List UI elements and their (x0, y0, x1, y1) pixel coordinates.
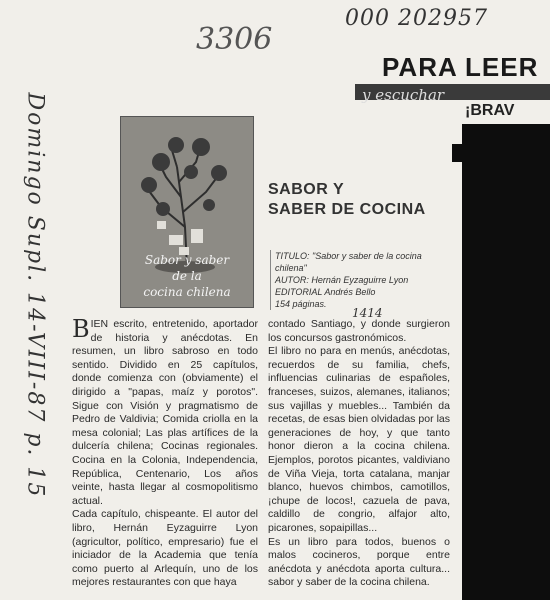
dark-block (462, 124, 550, 600)
book-info-title: TITULO: "Sabor y saber de la cocina chilena" (275, 251, 422, 273)
drop-cap: B (72, 315, 90, 343)
article-column-right (268, 318, 450, 590)
handwritten-small-mark: 1414 (352, 306, 383, 320)
book-info-author: AUTOR: Hernán Eyzaguirre Lyon (275, 275, 409, 285)
section-subtitle: y escuchar (362, 86, 445, 104)
handwritten-side-note: Domingo Supl. 14-VIII-87 p. 15 (22, 92, 48, 499)
article-title (268, 180, 426, 220)
book-info-pages: 154 páginas. (275, 299, 327, 309)
handwritten-page-number: 3306 (196, 22, 273, 57)
article-title-line-2: SABER DE COCINA (268, 201, 426, 218)
article-paragraph: contado Santiago, y donde surgieron los concursos gastronómicos. (268, 318, 450, 344)
article-column-left (72, 315, 258, 590)
cover-title-line-3: cocina chilena (143, 285, 231, 299)
adjacent-article-label: ¡BRAV (465, 102, 515, 119)
article-paragraph (72, 315, 258, 508)
book-cover-image (120, 116, 254, 308)
book-info-publisher: EDITORIAL Andrés Bello (275, 287, 376, 297)
article-title-line-1: SABOR Y (268, 181, 345, 198)
article-paragraph: Cada capítulo, chispeante. El autor del libro, Hernán Eyzaguirre Lyon (agricultor, político, empresario) fue el iniciador de la Academia que tenía como puerto al Arlequín, uno de los mejores restaurantes con que haya (72, 508, 258, 589)
book-info-box (270, 250, 435, 310)
handwritten-reference-number: 000 202957 (345, 6, 488, 31)
section-title: PARA LEER (382, 52, 539, 82)
article-paragraph: Es un libro para todos, buenos o malos cocineros, porque entre anécdota y anécdota aporta cultura... sabor y saber de la cocina chilena. (268, 535, 450, 589)
paragraph-text: IEN escrito, entretenido, aportador de historia y anécdotas. En resumen, un libro sabroso en todo sentido. Dividido en 25 capítulos, donde comienza con (obviamente) el dirigido a "papas, maíz y porotos". Sigue con Visión y pragmatismo de Pedro de Valdivia; Comida criolla en la mesa colonial; Las plas artífices de la dulcería chilena; Cocinas regionales. Cocina en la Colonia, Independencia, República, Centenario, Los años veinte, hasta llegar al cosmopolitismo actual. (72, 318, 258, 507)
cover-title-line-1: Sabor y saber (144, 253, 230, 267)
article-paragraph: El libro no para en menús, anécdotas, recuerdos de su familia, chefs, influencias culinarias de españoles, franceses, suizos, alemanes, italianos; sus vajillas y muebles... También da recetas, de esas bien olvidadas por las generaciones de hoy, y que tanto honor dieron a la cocina chilena. Ejemplos, porotos picantes, valdiviano de Viña Vieja, torta catalana, manjar blanco, huevos chimbos, camotillos, ¡chupe de locos!, cazuela de pava, caldillo de congrio, alfajor alto, picarones, sopaipillas... (268, 345, 450, 534)
cover-title-line-2: de la (172, 269, 202, 283)
